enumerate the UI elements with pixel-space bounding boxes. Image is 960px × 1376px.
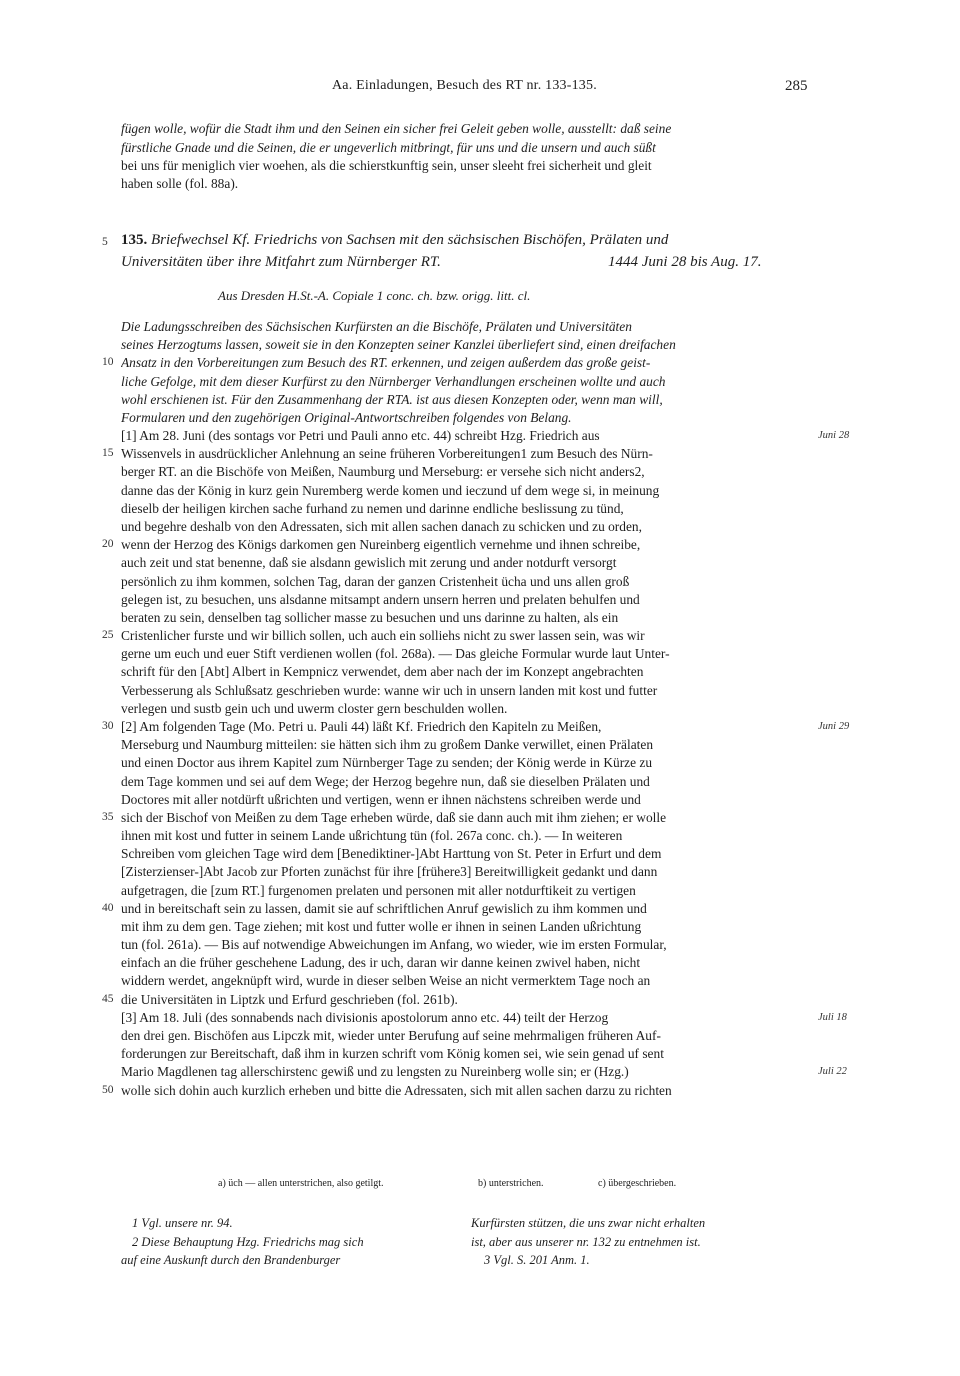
- body-line: und in bereitschaft sein zu lassen, damit sie auf schriftlichen Anruf gewislich zu ihm kommen und: [121, 901, 647, 916]
- footnote-2-cont: Kurfürsten stützen, die uns zwar nicht erhalten: [471, 1216, 706, 1230]
- body-line: persönlich zu ihm kommen, solchen Tag, daran der ganzen Cristenheit ücha und uns allen groß: [121, 574, 630, 589]
- body-line: beraten zu sein, denselben tag sollicher masse zu besuchen und uns darinne zu halten, als ein: [121, 610, 619, 625]
- intro-line: fügen wolle, wofür die Stadt ihm und den Seinen ein sicher frei Geleit geben wolle, ausstellt: daß seine: [121, 121, 672, 136]
- line-number: 30: [102, 720, 114, 732]
- body-line: dem Tage kommen und sei auf dem Wege; der Herzog begehre nun, daß sie dieselben Prälaten und: [121, 774, 650, 789]
- body-line: Schreiben vom gleichen Tage wird dem [Benediktiner-]Abt Harttung von St. Peter in Erfurt und dem: [121, 846, 662, 861]
- footnote-3: 3 Vgl. S. 201 Anm. 1.: [484, 1253, 590, 1267]
- section-title-line2: Universitäten über ihre Mitfahrt zum Nürnberger RT.: [121, 254, 441, 270]
- margin-date: Juni 28: [818, 430, 850, 441]
- body-line: wolle sich dohin auch kurzlich erheben und bitte die Adressaten, sich mit allen sachen darzu zu richten: [121, 1083, 672, 1098]
- footnote-2: 2 Diese Behauptung Hzg. Friedrichs mag sich: [132, 1235, 364, 1249]
- body-line: [Zisterzienser-]Abt Jacob zur Pforten zunächst für ihre [frühere3] Bereitwilligkeit gedankt und dann: [121, 864, 658, 879]
- body-line: liche Gefolge, mit dem dieser Kurfürst zu den Nürnberger Verhandlungen erscheinen wollte und auch: [121, 374, 666, 389]
- textual-note-c: c) übergeschrieben.: [598, 1178, 677, 1189]
- margin-date: Juni 29: [818, 721, 850, 732]
- line-number: 10: [102, 356, 114, 368]
- intro-line: fürstliche Gnade und die Seinen, die er ungeverlich mitbringt, für uns und die unsern und auch süßt: [121, 140, 656, 155]
- body-line: Formularen und den zugehörigen Original-Antwortschreiben folgendes von Belang.: [121, 410, 572, 425]
- body-line: und begehre deshalb von den Adressaten, sich mit allen sachen danach zu schicken und zu orden,: [121, 519, 642, 534]
- footnote-2-cont: ist, aber aus unserer nr. 132 zu entnehmen ist.: [471, 1235, 701, 1249]
- body-line: Doctores mit aller notdürft ußrichten und vertigen, wenn er ihnen nächstens schreiben werde und: [121, 792, 641, 807]
- body-line: auch zeit und stat benenne, daß sie alsdann gewislich mit zerung und ander notdurft versorgt: [121, 555, 617, 570]
- line-number: 40: [102, 902, 114, 914]
- page-number: 285: [785, 78, 808, 94]
- body-line: [2] Am folgenden Tage (Mo. Petri u. Pauli 44) läßt Kf. Friedrich den Kapiteln zu Meißen,: [121, 719, 602, 734]
- body-line: gerne um euch und euer Stift verdienen wollen (fol. 268a). — Das gleiche Formular wurde laut Unter-: [121, 646, 670, 661]
- margin-date: Juli 22: [818, 1066, 847, 1077]
- footnote-2-cont: auf eine Auskunft durch den Brandenburger: [121, 1253, 341, 1267]
- body-line: Ansatz in den Vorbereitungen zum Besuch des RT. erkennen, und zeigen außerdem das große geist-: [121, 355, 651, 370]
- line-number: 20: [102, 538, 114, 550]
- body-line: wohl erschienen ist. Für den Zusammenhang der RTA. ist aus diesen Konzepten oder, wenn man will,: [121, 392, 663, 407]
- body-line: forderungen zur Bereitschaft, daß ihm in kurzen schrift vom König komen sei, wie sein genad uf sent: [121, 1046, 664, 1061]
- section-heading: [121, 229, 668, 251]
- body-line: [1] Am 28. Juni (des sontags vor Petri und Pauli anno etc. 44) schreibt Hzg. Friedrich aus: [121, 428, 600, 443]
- body-line: den drei gen. Bischöfen aus Lipczk mit, wieder unter Berufung auf seine mehrmaligen früheren Auf-: [121, 1028, 661, 1043]
- line-number: 50: [102, 1084, 114, 1096]
- line-number: 45: [102, 993, 114, 1005]
- body-line: ihnen mit kost und futter in seinem Lande ußrichtung tün (fol. 267a conc. ch.). — In weiteren: [121, 828, 623, 843]
- body-line: Cristenlicher furste und wir billich sollen, uch auch ein solliehs nicht zu swer lassen sein, was wir: [121, 628, 645, 643]
- line-number: 25: [102, 629, 114, 641]
- body-line: Mario Magdlenen tag allerschirstenc gewiß und zu lengsten zu Nureinberg wolle sin; er (Hzg.): [121, 1064, 629, 1079]
- footnote-1: 1 Vgl. unsere nr. 94.: [132, 1216, 233, 1230]
- section-title-line1: Briefwechsel Kf. Friedrichs von Sachsen mit den sächsischen Bischöfen, Prälaten und: [151, 232, 669, 248]
- textual-note-a: a) üch — allen unterstrichen, also getilgt.: [218, 1178, 384, 1189]
- line-number: 35: [102, 811, 114, 823]
- textual-note-b: b) unterstrichen.: [478, 1178, 544, 1189]
- intro-line: haben solle (fol. 88a).: [121, 176, 239, 191]
- body-line: sich der Bischof von Meißen zu dem Tage erheben würde, daß sie dann auch mit ihm ziehen; er wolle: [121, 810, 667, 825]
- body-line: einfach an die früher geschehene Ladung, des ir uch, daran wir danne keinen zwivel haben, nicht: [121, 955, 641, 970]
- body-line: dieselb der heiligen kirchen sache furhand zu nemen und darinne endliche beslissung zu tünd,: [121, 501, 624, 516]
- body-line: Die Ladungsschreiben des Sächsischen Kurfürsten an die Bischöfe, Prälaten und Universitäten: [121, 319, 632, 334]
- body-line: Verbesserung als Schlußsatz geschrieben wurde: wanne wir uch in unsern landen mit kost und futter: [121, 683, 658, 698]
- line-number: 15: [102, 447, 114, 459]
- archive-source: Aus Dresden H.St.-A. Copiale 1 conc. ch. bzw. origg. litt. cl.: [218, 288, 531, 303]
- body-line: Wissenvels in ausdrücklicher Anlehnung an seine früheren Vorbereitungen1 zum Besuch des Nürn-: [121, 446, 653, 461]
- body-line: aufgetragen, die [zum RT.] furgenomen prelaten und personen mit aller notdurftikeit zu vertigen: [121, 883, 636, 898]
- body-line: berger RT. an die Bischöfe von Meißen, Naumburg und Merseburg: er versehe sich nicht anders2,: [121, 464, 645, 479]
- body-line: seines Herzogtums lassen, soweit sie in den Konzepten seiner Kanzlei überliefert sind, einen dreifachen: [121, 337, 676, 352]
- body-line: danne das der König in kurz gein Nuremberg werde komen und ieczund uf dem wege si, in meinung: [121, 483, 660, 498]
- body-line: die Universitäten in Liptzk und Erfurd geschrieben (fol. 261b).: [121, 992, 458, 1007]
- margin-date: Juli 18: [818, 1012, 847, 1023]
- body-line: Merseburg und Naumburg mitteilen: sie hätten sich ihm zu großem Danke verwillet, einen Prälaten: [121, 737, 654, 752]
- section-date: 1444 Juni 28 bis Aug. 17.: [608, 254, 762, 270]
- body-line: gelegen ist, zu besuchen, uns alsdanne mitsampt andern unsern herren und prelaten behulfen und: [121, 592, 640, 607]
- intro-line: bei uns für meniglich vier woehen, als die schierstkunftig sein, unser sleeht frei sicherheit und gleit: [121, 158, 652, 173]
- body-line: schrift für den [Abt] Albert in Kempnicz verwendet, dem aber nach der im Konzept angebrachten: [121, 664, 644, 679]
- section-number: 135.: [121, 232, 148, 248]
- line-number: 5: [102, 236, 108, 248]
- body-line: mit ihm zu dem gen. Tage ziehen; mit kost und futter wolle er ihnen in seinen Landen ußrichtung: [121, 919, 642, 934]
- body-line: verlegen und sustb gein uch und uwerm closter gern beschulden wollen.: [121, 701, 508, 716]
- running-header: Aa. Einladungen, Besuch des RT nr. 133-135.: [332, 78, 597, 93]
- body-line: tun (fol. 261a). — Bis auf notwendige Abweichungen im Anfang, wo wieder, wie im ersten Formular,: [121, 937, 667, 952]
- body-line: widdern werdet, angeknüpft wird, wurde in dieser selben Weise an nicht vermerktem Tage noch an: [121, 973, 651, 988]
- body-line: [3] Am 18. Juli (des sonnabends nach divisionis apostolorum anno etc. 44) teilt der Herzog: [121, 1010, 609, 1025]
- body-line: und einen Doctor aus ihrem Kapitel zum Nürnberger Tage zu senden; der König werde in Kürze zu: [121, 755, 653, 770]
- body-line: wenn der Herzog des Königs darkomen gen Nureinberg eigentlich vernehme und ihnen schreibe,: [121, 537, 641, 552]
